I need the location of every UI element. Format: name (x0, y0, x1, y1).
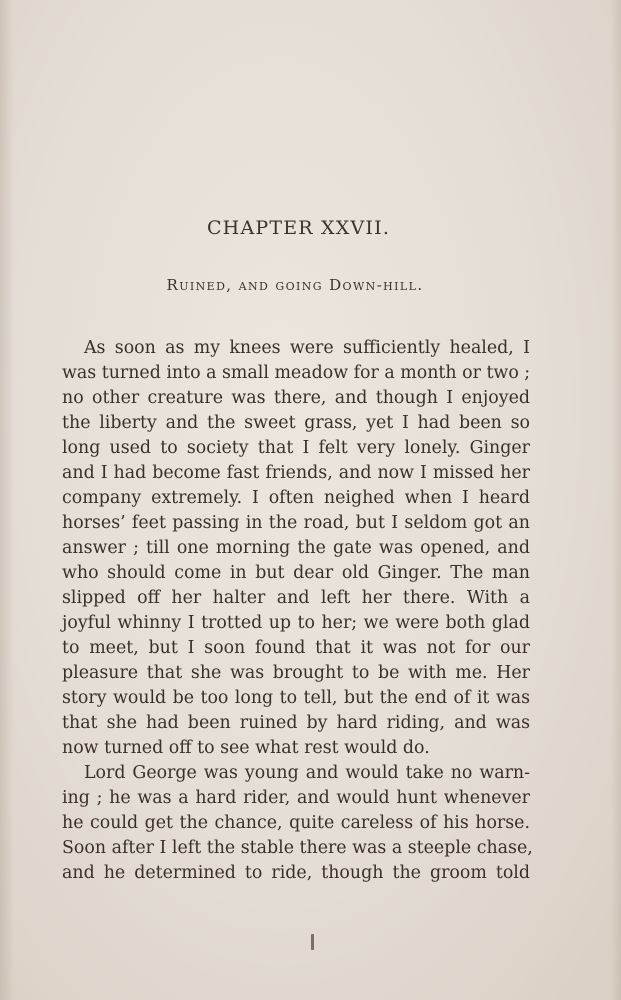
text-line: long used to society that I felt very lonely. Ginger (62, 438, 530, 458)
text-line: now turned off to see what rest would do. (62, 738, 430, 758)
text-line: Soon after I left the stable there was a steeple chase, (62, 838, 533, 858)
text-line: horses’ feet passing in the road, but I seldom got an (62, 513, 530, 533)
text-line: the liberty and the sweet grass, yet I had been so (62, 413, 530, 433)
text-line: slipped off her halter and left her there. With a (62, 588, 530, 608)
body-text (62, 336, 533, 886)
text-line: and he determined to ride, though the groom told (62, 863, 530, 883)
text-line: to meet, but I soon found that it was not for our (62, 638, 530, 658)
text-line: pleasure that she was brought to be with me. Her (62, 663, 530, 683)
page-edge-shadow-right (611, 0, 621, 1000)
text-line: was turned into a small meadow for a month or two ; (62, 363, 531, 383)
text-line: As soon as my knees were sufficiently healed, I (84, 338, 530, 358)
paragraph-1 (62, 336, 530, 761)
text-line: ing ; he was a hard rider, and would hunt whenever (62, 788, 530, 808)
signature-mark (311, 934, 314, 950)
text-line: company extremely. I often neighed when I heard (62, 488, 530, 508)
text-line: no other creature was there, and though I enjoyed (62, 388, 530, 408)
paragraph-2 (62, 761, 533, 886)
text-line: that she had been ruined by hard riding, and was (62, 713, 530, 733)
text-line: joyful whinny I trotted up to her; we were both glad (62, 613, 530, 633)
chapter-title: Ruined, and going Down-hill. (166, 276, 424, 294)
text-line: Lord George was young and would take no warn- (84, 763, 530, 783)
text-line: story would be too long to tell, but the end of it was (62, 688, 530, 708)
page-edge-shadow-left (0, 0, 14, 1000)
text-line: who should come in but dear old Ginger. The man (62, 563, 530, 583)
chapter-heading: CHAPTER XXVII. (206, 217, 391, 239)
text-line: and I had become fast friends, and now I missed her (62, 463, 530, 483)
text-line: answer ; till one morning the gate was opened, and (62, 538, 530, 558)
text-line: he could get the chance, quite careless of his horse. (62, 813, 530, 833)
